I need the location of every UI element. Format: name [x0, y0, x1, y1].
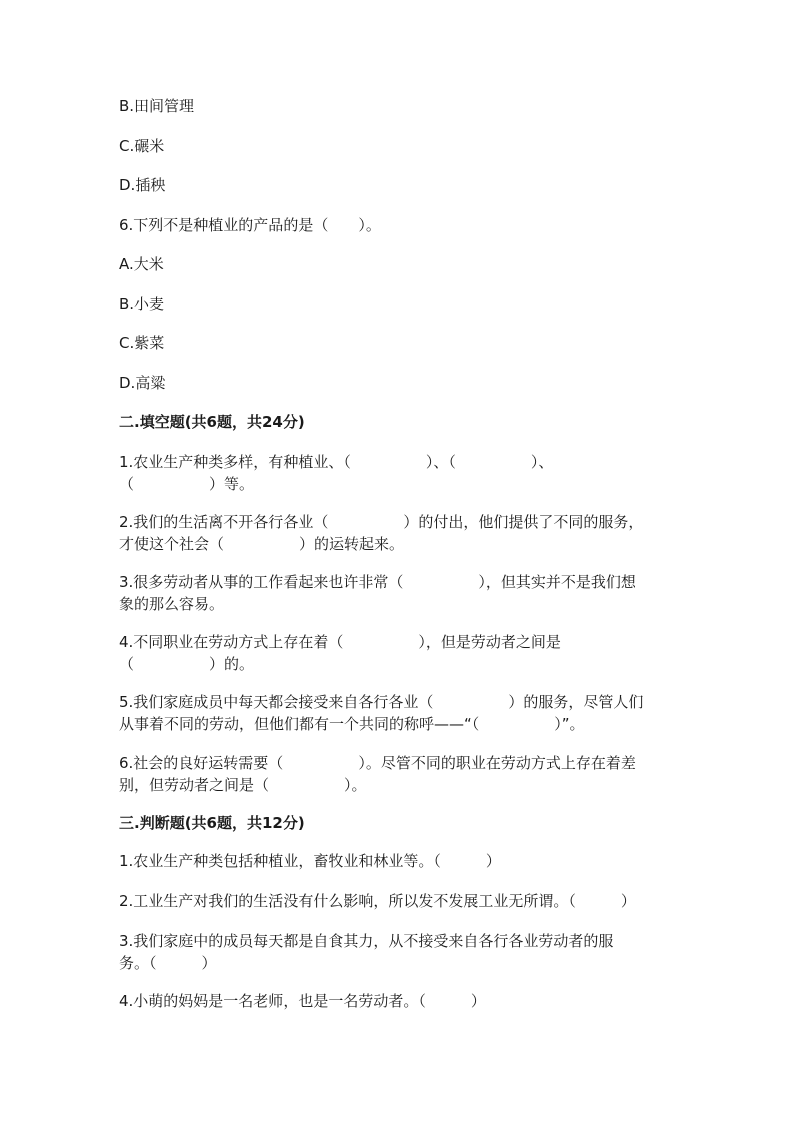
q6-option-d: D.高粱 [119, 374, 166, 392]
fill-q2-line1: 2.我们的生活离不开各行各业（ ）的付出，他们提供了不同的服务， [119, 513, 644, 531]
q5-option-c: C.碾米 [119, 137, 165, 155]
fill-q3-line1: 3.很多劳动者从事的工作看起来也许非常（ ），但其实并不是我们想 [119, 573, 636, 591]
judge-q4-line1: 4.小萌的妈妈是一名老师，也是一名劳动者。（ ） [119, 992, 486, 1010]
fill-q3-line2: 象的那么容易。 [119, 595, 225, 613]
fill-q5-line1: 5.我们家庭成员中每天都会接受来自各行各业（ ）的服务，尽管人们 [119, 693, 644, 711]
q6-option-a: A.大米 [119, 255, 164, 273]
fill-q4-line1: 4.不同职业在劳动方式上存在着（ ），但是劳动者之间是 [119, 633, 561, 651]
fill-q1-line2: （ ）等。 [119, 475, 255, 493]
q6-option-c: C.紫菜 [119, 334, 165, 352]
section3-heading: 三.判断题(共6题，共12分) [119, 814, 305, 832]
q6-option-b: B.小麦 [119, 295, 165, 313]
fill-q2-line2: 才使这个社会（ ）的运转起来。 [119, 535, 405, 553]
judge-q2-line1: 2.工业生产对我们的生活没有什么影响，所以发不发展工业无所谓。（ ） [119, 892, 636, 910]
fill-q4-line2: （ ）的。 [119, 655, 255, 673]
fill-q6-line1: 6.社会的良好运转需要（ ）。尽管不同的职业在劳动方式上存在着差 [119, 754, 636, 772]
q5-option-d: D.插秧 [119, 176, 166, 194]
q5-option-b: B.田间管理 [119, 97, 195, 115]
fill-q1-line1: 1.农业生产种类多样，有种植业、（ ）、（ ）、 [119, 453, 554, 471]
fill-q6-line2: 别，但劳动者之间是（ ）。 [119, 776, 367, 794]
q6-stem: 6.下列不是种植业的产品的是（ ）。 [119, 216, 381, 234]
section2-heading: 二.填空题(共6题，共24分) [119, 413, 305, 431]
judge-q3-line2: 务。（ ） [119, 954, 217, 972]
fill-q5-line2: 从事着不同的劳动，但他们都有一个共同的称呼——“（ ）”。 [119, 715, 585, 733]
judge-q1-line1: 1.农业生产种类包括种植业，畜牧业和林业等。（ ） [119, 852, 501, 870]
judge-q3-line1: 3.我们家庭中的成员每天都是自食其力，从不接受来自各行各业劳动者的服 [119, 932, 614, 950]
